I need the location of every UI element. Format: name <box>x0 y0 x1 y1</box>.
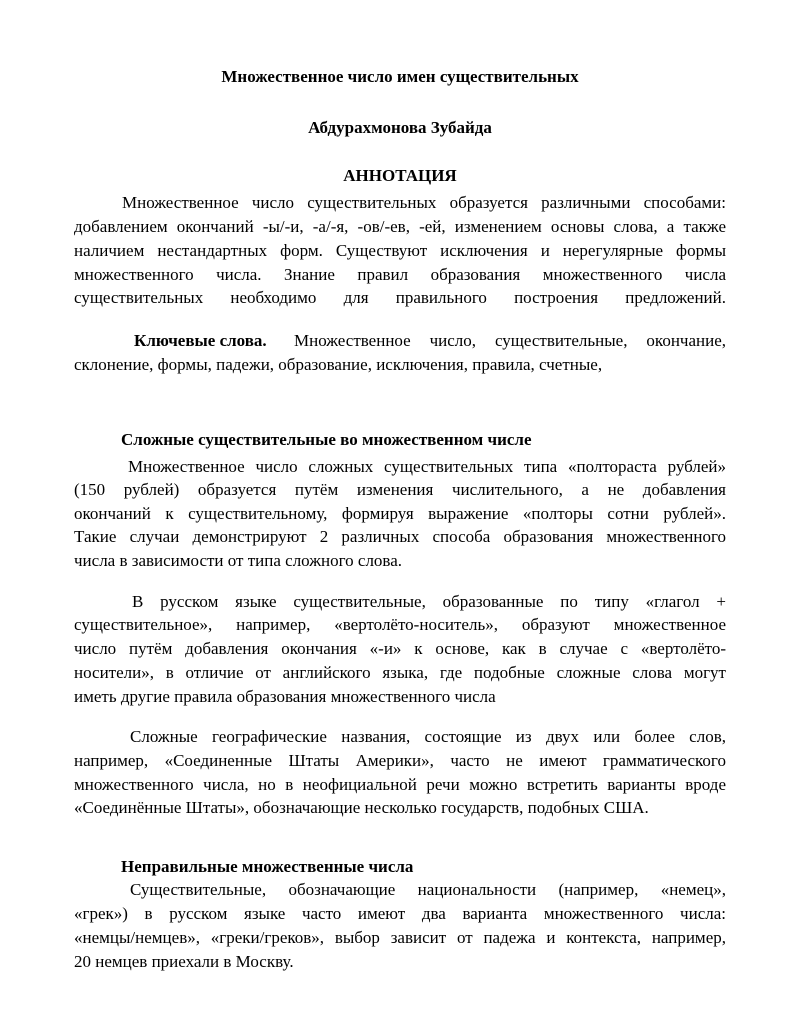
paragraph-line: числа в зависимости от типа сложного слова. <box>74 551 403 570</box>
paragraph-line: например, «Соединенные Штаты Америки», часто не имеют грамматического <box>74 751 726 770</box>
section-heading: Неправильные множественные числа <box>121 857 414 876</box>
paragraph-line: число путём добавления окончания «-и» к основе, как в случае с «вертолёто- <box>74 639 726 658</box>
paragraph-line: Сложные географические названия, состоящие из двух или более слов, <box>130 727 726 746</box>
author-name: Абдурахмонова Зубайда <box>308 118 492 137</box>
paragraph-line: «грек») в русском языке часто имеют два варианта множественного числа: <box>74 904 726 923</box>
paragraph-line: «немцы/немцев», «греки/греков», выбор зависит от падежа и контекста, например, <box>74 928 726 947</box>
abstract-line: наличием нестандартных форм. Существуют исключения и нерегулярные формы <box>74 241 726 260</box>
paragraph-line: Такие случаи демонстрируют 2 различных способа образования множественного <box>74 527 726 546</box>
paragraph-line: (150 рублей) образуется путём изменения числительного, а не добавления <box>74 480 726 499</box>
paragraph-line: Существительные, обозначающие национальности (например, «немец», <box>130 880 726 899</box>
document-title: Множественное число имен существительных <box>221 67 579 86</box>
paragraph-line: иметь другие правила образования множественного числа <box>74 687 496 706</box>
paragraph-line: множественного числа, но в неофициальной речи можно встретить варианты вроде <box>74 775 726 794</box>
abstract-line: Множественное число существительных образуется различными способами: <box>122 193 726 212</box>
section-heading: Сложные существительные во множественном числе <box>121 430 532 449</box>
keywords-label: Ключевые слова. <box>134 331 267 350</box>
paragraph-line: 20 немцев приехали в Москву. <box>74 952 294 971</box>
abstract-line: существительных необходимо для правильного построения предложений. <box>74 288 726 307</box>
abstract-line: добавлением окончаний -ы/-и, -а/-я, -ов/-ев, -ей, изменением основы слова, а также <box>74 217 726 236</box>
abstract-heading: АННОТАЦИЯ <box>343 166 457 185</box>
paragraph-line: «Соединённые Штаты», обозначающие несколько государств, подобных США. <box>74 798 649 817</box>
paragraph-line: Множественное число сложных существительных типа «полтораста рублей» <box>128 457 726 476</box>
paragraph-line: носители», в отличие от английского языка, где подобные сложные слова могут <box>74 663 726 682</box>
paragraph-line: существительное», например, «вертолёто-носитель», образуют множественное <box>74 615 726 634</box>
keywords-line: склонение, формы, падежи, образование, исключения, правила, счетные, <box>74 355 603 374</box>
paragraph-line: окончаний к существительному, формируя выражение «полторы сотни рублей». <box>74 504 726 523</box>
abstract-line: множественного числа. Знание правил образования множественного числа <box>74 265 726 284</box>
paragraph-line: В русском языке существительные, образованные по типу «глагол + <box>132 592 726 611</box>
keywords-line: Множественное число, существительные, окончание, <box>294 331 726 350</box>
